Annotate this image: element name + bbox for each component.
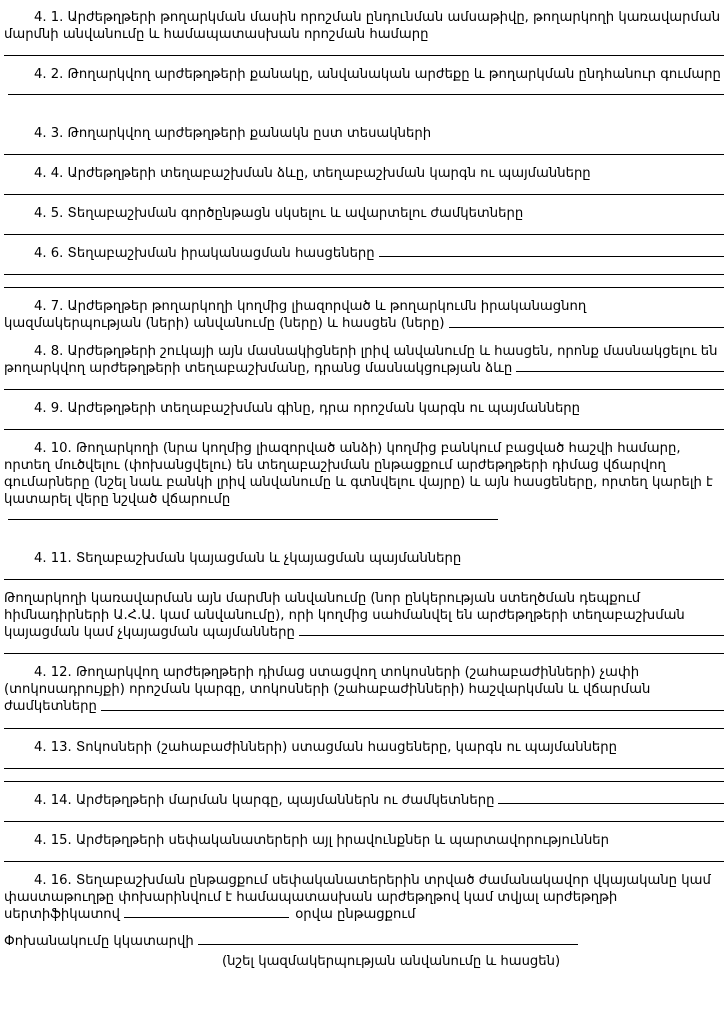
fill-in-blank xyxy=(516,360,724,372)
fill-line-rule xyxy=(4,781,724,782)
item-4-10 xyxy=(4,440,724,525)
fill-line-rule xyxy=(4,234,724,235)
item-text: 4. 8. Արժեթղթերի շուկայի այն մասնակիցների լրիվ անվանումը և հասցեն, որոնք մասնակցելու են թողարկվող արժեթղթերի տեղաբաշխմանը, դրանց մասնակցության ձևը xyxy=(4,343,718,376)
item-4-6 xyxy=(4,245,724,262)
item-4-8 xyxy=(4,343,724,377)
item-4-9 xyxy=(4,400,724,417)
item-text: 4. 14. Արժեթղթերի մարման կարգը, պայմաններն ու ժամկետները xyxy=(34,792,495,808)
item-text: 4. 7. Արժեթղթեր թողարկողի կողմից լիազորված և թողարկումն իրականացնող կազմակերպության (ների) անվանումը (ները) և հասցեն (ները) xyxy=(4,299,587,332)
fill-line-rule xyxy=(4,768,724,769)
item-text: Թողարկողի կառավարման այն մարմնի անվանումը (նոր ընկերության ստեղծման դեպքում հիմնադիրների Ա.Հ.Ա. կամ անվանումը), որի կողմից սահմանվել են արժեթղթերի տեղաբաշխման կայացման կամ չկայացման պայմանները xyxy=(4,591,685,641)
item-4-1 xyxy=(4,9,724,43)
item-4-14 xyxy=(4,792,724,809)
fill-line-rule xyxy=(4,194,724,195)
item-4-16 xyxy=(4,872,724,923)
fill-line-rule xyxy=(4,728,724,729)
item-text: 4. 10. Թողարկողի (նրա կողմից լիազորված անձի) կողմից բանկում բացված հաշվի համարը, որտեղ մուծվելու (փոխանցվելու) են տեղաբաշխման ընթացքում արժեթղթերի դիմաց վճարվող գումարները (նշել նաև բանկի լրիվ անվանումը և գտնվելու վայրը) և այն հասցեները, որտեղ կարելի է կատարել վերը նշված վճարումը xyxy=(4,440,713,507)
fill-in-blank xyxy=(299,624,724,636)
fill-in-blank xyxy=(198,933,578,945)
item-text-tail: օրվա ընթացքում xyxy=(291,906,416,922)
item-4-2 xyxy=(4,66,724,100)
spacer xyxy=(4,525,724,540)
item-4-13 xyxy=(4,739,724,756)
item-4-11 xyxy=(4,550,724,567)
fill-line-rule xyxy=(4,274,724,275)
fill-line-rule xyxy=(4,429,724,430)
item-text: 4. 11. Տեղաբաշխման կայացման և չկայացման պայմանները xyxy=(34,551,462,567)
fill-in-blank xyxy=(379,245,724,257)
fill-in-blank xyxy=(8,83,724,95)
fill-line-rule xyxy=(4,579,724,580)
item-4-7 xyxy=(4,298,724,332)
fill-in-blank xyxy=(449,315,724,327)
item-4-5 xyxy=(4,205,724,222)
fill-line-rule xyxy=(4,287,724,288)
fill-line-rule xyxy=(4,821,724,822)
item-4-3 xyxy=(4,125,724,142)
item-text: 4. 16. Տեղաբաշխման ընթացքում սեփականատերերին տրված ժամանակավոր վկայականը կամ փաստաթուղթը փոխարինվում է համապատասխան արժեթղթով կամ տվյալ արժեթղթի սերտիֆիկատով xyxy=(4,872,711,922)
fill-in-blank xyxy=(8,508,498,520)
item-text: 4. 13. Տոկոսների (շահաբաժինների) ստացման հասցեները, կարգն ու պայմանները xyxy=(34,739,617,755)
exchange-line xyxy=(4,933,724,950)
item-text: 4. 1. Արժեթղթերի թողարկման մասին որոշման ընդունման ամսաթիվը, թողարկողի կառավարման մարմնի անվանումը և համապատասխան որոշման համարը xyxy=(4,10,721,42)
spacer xyxy=(4,100,724,115)
item-4-11-note xyxy=(4,590,724,641)
fill-line-rule xyxy=(4,861,724,862)
item-text: 4. 5. Տեղաբաշխման գործընթացն սկսելու և ավարտելու ժամկետները xyxy=(34,206,524,222)
fill-line-rule xyxy=(4,653,724,654)
item-text: 4. 6. Տեղաբաշխման իրականացման հասցեները xyxy=(34,246,375,262)
fill-in-blank xyxy=(124,906,289,918)
item-4-12 xyxy=(4,664,724,715)
item-text: 4. 2. Թողարկվող արժեթղթերի քանակը, անվանական արժեքը և թողարկման ընդհանուր գումարը xyxy=(34,67,721,82)
item-text: 4. 4. Արժեթղթերի տեղաբաշխման ձևը, տեղաբաշխման կարգն ու պայմանները xyxy=(34,166,591,182)
item-text: (նշել կազմակերպության անվանումը և հասցեն) xyxy=(222,954,561,970)
item-4-4 xyxy=(4,165,724,182)
item-text: Փոխանակումը կկատարվի xyxy=(4,934,194,950)
fill-in-blank xyxy=(101,698,724,710)
item-4-15 xyxy=(4,832,724,849)
item-text: 4. 12. Թողարկվող արժեթղթերի դիմաց ստացվող տոկոսների (շահաբաժինների) չափի (տոկոսադրույքի) որոշման կարգը, տոկոսների (շահաբաժինների) հաշվարկման և վճարման ժամկետները xyxy=(4,665,651,715)
item-text: 4. 3. Թողարկվող արժեթղթերի քանակն ըստ տեսակների xyxy=(34,126,432,142)
fill-caption xyxy=(222,953,724,970)
fill-line-rule xyxy=(4,389,724,390)
fill-in-blank xyxy=(498,792,724,804)
fill-line-rule xyxy=(4,55,724,56)
fill-line-rule xyxy=(4,154,724,155)
item-text: 4. 15. Արժեթղթերի սեփականատերերի այլ իրավունքներ և պարտավորություններ xyxy=(34,832,610,848)
item-text: 4. 9. Արժեթղթերի տեղաբաշխման գինը, դրա որոշման կարգն ու պայմանները xyxy=(34,400,581,416)
